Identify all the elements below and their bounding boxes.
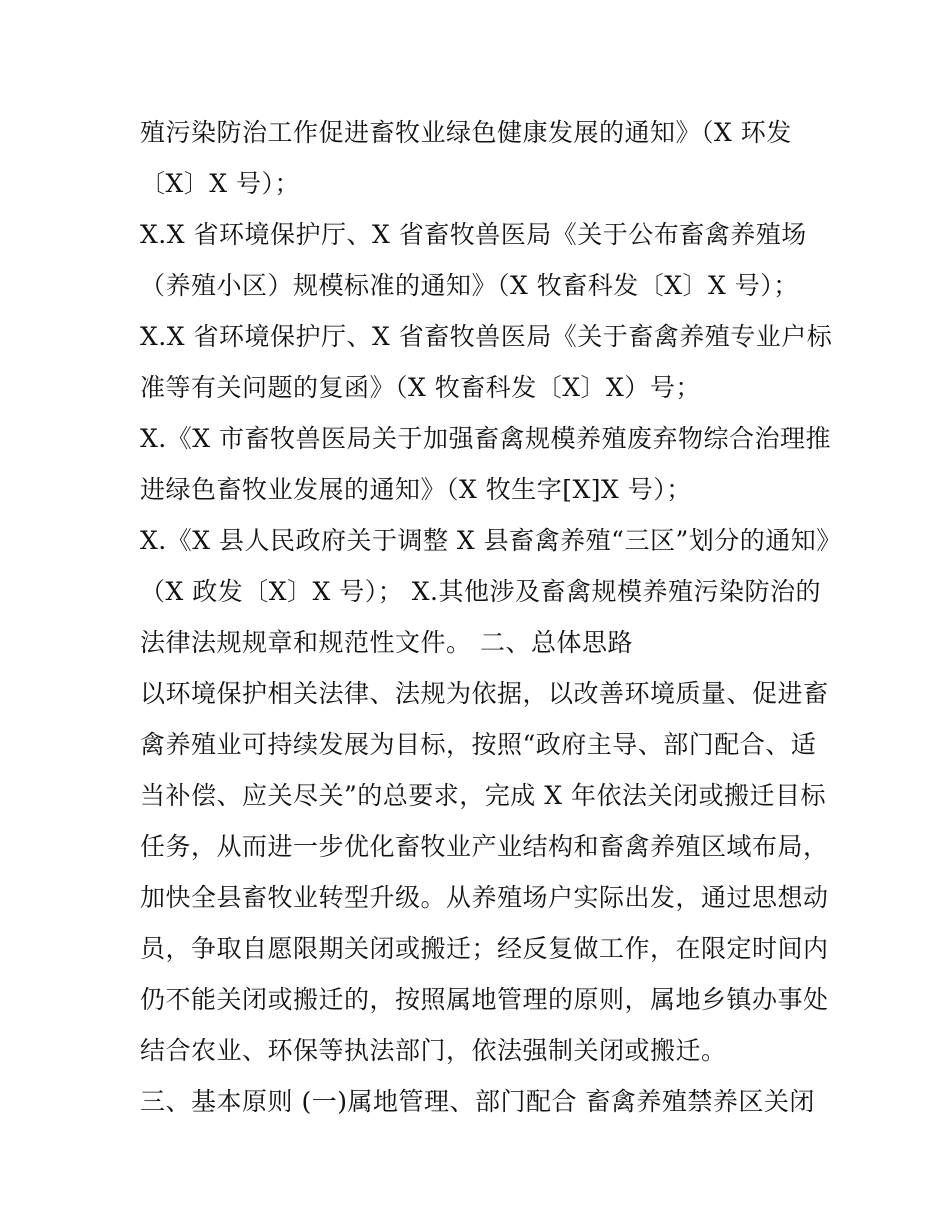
text-line: X.X 省环境保护厅、X 省畜牧兽医局《关于公布畜禽养殖场 bbox=[140, 220, 807, 249]
text-line: 结合农业、环保等执法部门，依法强制关闭或搬迁。 bbox=[140, 1036, 727, 1065]
document-body bbox=[140, 107, 842, 1127]
text-line: 进绿色畜牧业发展的通知》（X 牧生字[X]X 号）； bbox=[140, 475, 692, 504]
text-line: （养殖小区）规模标准的通知》（X 牧畜科发〔X〕X 号）； bbox=[140, 271, 799, 300]
text-line: 〔X〕X 号）； bbox=[140, 169, 301, 198]
text-line: （X 政发〔X〕X 号）； X.其他涉及畜禽规模养殖污染防治的 bbox=[140, 577, 821, 606]
section-heading-line: 三、基本原则 (一)属地管理、部门配合 畜禽养殖禁养区关闭 bbox=[140, 1087, 815, 1116]
text-line: 准等有关问题的复函》（X 牧畜科发〔X〕X）号； bbox=[140, 373, 701, 402]
text-line: 殖污染防治工作促进畜牧业绿色健康发展的通知》（X 环发 bbox=[140, 118, 792, 147]
text-line: 禽养殖业可持续发展为目标，按照“政府主导、部门配合、适 bbox=[140, 730, 817, 759]
text-line: X.《X 县人民政府关于调整 X 县畜禽养殖“三区”划分的通知》 bbox=[140, 526, 842, 555]
section-heading-line: 法律法规规章和规范性文件。 二、总体思路 bbox=[140, 628, 633, 657]
text-line: 加快全县畜牧业转型升级。从养殖场户实际出发，通过思想动 bbox=[140, 883, 829, 912]
text-line: 当补偿、应关尽关”的总要求，完成 X 年依法关闭或搬迁目标 bbox=[140, 781, 826, 810]
text-line: 以环境保护相关法律、法规为依据，以改善环境质量、促进畜 bbox=[140, 679, 829, 708]
text-line: X.《X 市畜牧兽医局关于加强畜禽规模养殖废弃物综合治理推 bbox=[140, 424, 831, 453]
text-line: 员，争取自愿限期关闭或搬迁；经反复做工作，在限定时间内 bbox=[140, 934, 829, 963]
text-line: 任务，从而进一步优化畜牧业产业结构和畜禽养殖区域布局， bbox=[140, 832, 829, 861]
text-line: 仍不能关闭或搬迁的，按照属地管理的原则，属地乡镇办事处 bbox=[140, 985, 829, 1014]
text-line: X.X 省环境保护厅、X 省畜牧兽医局《关于畜禽养殖专业户标 bbox=[140, 322, 833, 351]
